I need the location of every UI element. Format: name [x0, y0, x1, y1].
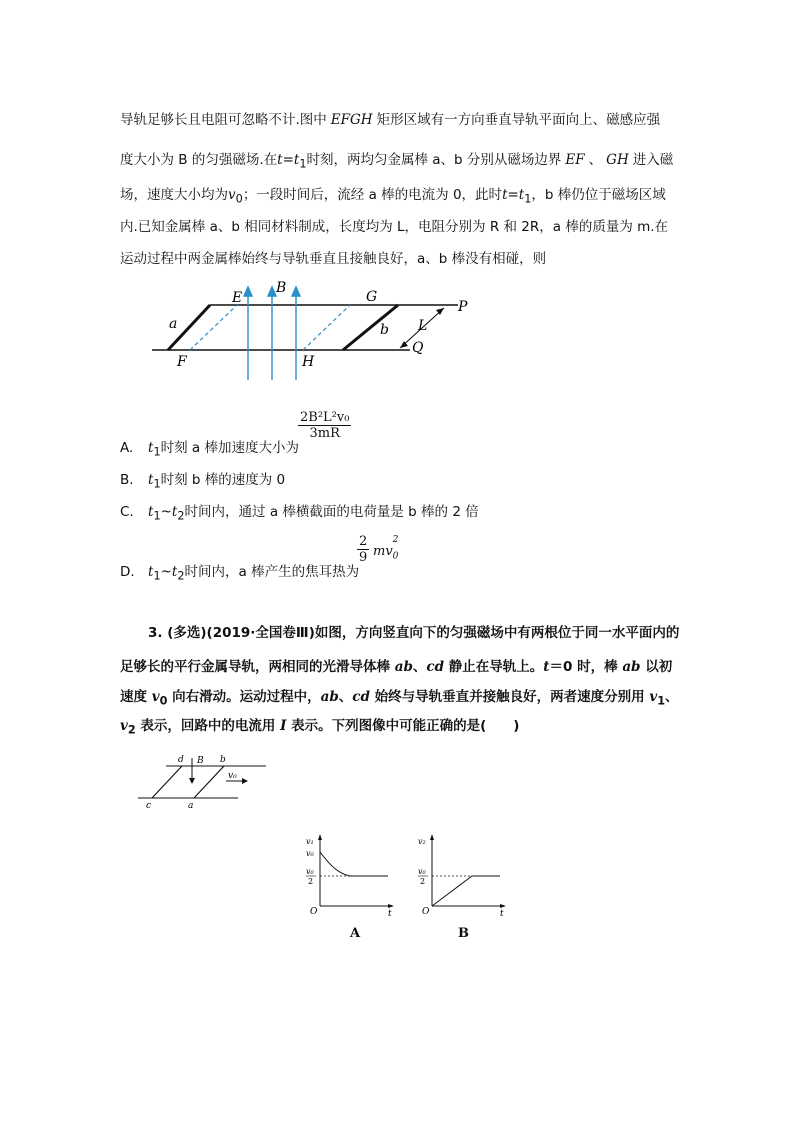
svg-text:B: B: [197, 756, 204, 766]
svg-text:2: 2: [420, 877, 426, 886]
svg-text:2: 2: [308, 877, 314, 886]
svg-text:t: t: [388, 909, 392, 918]
efgh-label: EFGH: [330, 112, 373, 128]
rod-ab: [194, 766, 224, 798]
p2-line-3: 场，速度大小均为$v_0$；一段时间后，流经 a 棒的电流为 0，此时$t=t_1$，b 棒仍位于磁场区域: [120, 187, 666, 206]
field-arrows: [244, 287, 300, 380]
graph-a: [300, 832, 400, 918]
option-a-fraction: $\frac{\text{2B²L²v₀}}{3mR}$: [300, 410, 350, 441]
p2-line-1: 导轨足够长且电阻可忽略不计.图中 EFGH 矩形区域有一方向垂直导轨平面向上、磁感应强: [120, 112, 661, 128]
p2-line-4: 内.已知金属棒 a、b 相同材料制成，长度均为 L，电阻分别为 R 和 2R，a 棒的质量为 m.在: [120, 219, 669, 235]
svg-text:O: O: [422, 907, 430, 917]
label-b: b: [380, 322, 389, 338]
graph-b: [412, 832, 512, 918]
p3-line-4: $v_2$ 表示，回路中的电流用 I 表示。下列图像中可能正确的是( ): [120, 718, 520, 737]
svg-text:t: t: [500, 909, 504, 918]
graph-b-label[interactable]: B: [458, 926, 469, 941]
p3-line-2: 足够长的平行金属导轨，两相同的光滑导体棒 ab、cd 静止在导轨上。t＝0 时，棒 ab 以初: [120, 659, 673, 675]
svg-text:v₀: v₀: [306, 867, 314, 876]
option-d-fraction: $\frac{2}{9}$: [359, 534, 368, 565]
svg-text:c: c: [146, 801, 152, 810]
svg-text:a: a: [188, 801, 194, 810]
graph-a-curve: [320, 852, 388, 876]
rail-diagram-small: [138, 752, 278, 810]
p2-line-2: 度大小为 B 的匀强磁场.在$t=t_1$时刻，两均匀金属棒 a、b 分别从磁场边界 EF 、 GH 进入磁: [120, 152, 674, 171]
svg-text:O: O: [310, 907, 318, 917]
boundary-ef: [190, 305, 237, 350]
label-P: P: [458, 299, 468, 315]
option-d-tail: mv 2 $_0$: [373, 535, 399, 562]
p3-line-1: 3. (多选)(2019·全国卷Ⅲ)如图，方向竖直向下的匀强磁场中有两根位于同一水平面内的: [148, 625, 680, 641]
graph-b-curve: [432, 876, 500, 906]
rod-cd: [152, 766, 182, 798]
svg-text:v₂: v₂: [418, 837, 426, 846]
rod-b: [343, 305, 398, 350]
boundary-gh: [303, 305, 350, 350]
option-d[interactable]: D. $t_1\sim t_2$时间内，a 棒产生的焦耳热为: [120, 564, 360, 583]
label-H: H: [302, 354, 315, 370]
p2-line-5: 运动过程中两金属棒始终与导轨垂直且接触良好，a、b 棒没有相碰，则: [120, 251, 547, 267]
label-a: a: [169, 316, 178, 332]
svg-text:v₀: v₀: [228, 771, 237, 781]
graph-a-label[interactable]: A: [350, 926, 361, 941]
svg-text:v₀: v₀: [306, 849, 314, 858]
label-F: F: [177, 354, 187, 370]
option-c[interactable]: C. $t_1\sim t_2$时间内，通过 a 棒横截面的电荷量是 b 棒的 2 倍: [120, 504, 479, 523]
p3-line-3: 速度 $v_0$ 向右滑动。运动过程中，ab、cd 始终与导轨垂直并接触良好，两者速度分别用 $v_1$、: [120, 689, 679, 708]
svg-text:v₀: v₀: [418, 867, 426, 876]
option-a[interactable]: A. $t_1$时刻 a 棒加速度大小为: [120, 440, 299, 459]
svg-text:v₁: v₁: [306, 837, 314, 846]
option-b[interactable]: B. $t_1$时刻 b 棒的速度为 0: [120, 472, 286, 491]
label-G: G: [366, 289, 378, 305]
label-L: L: [418, 318, 428, 334]
label-B: B: [276, 280, 287, 296]
rail-diagram: [140, 278, 480, 388]
svg-text:b: b: [220, 755, 226, 765]
label-Q: Q: [412, 340, 424, 356]
label-E: E: [232, 290, 243, 306]
svg-text:d: d: [178, 755, 184, 765]
